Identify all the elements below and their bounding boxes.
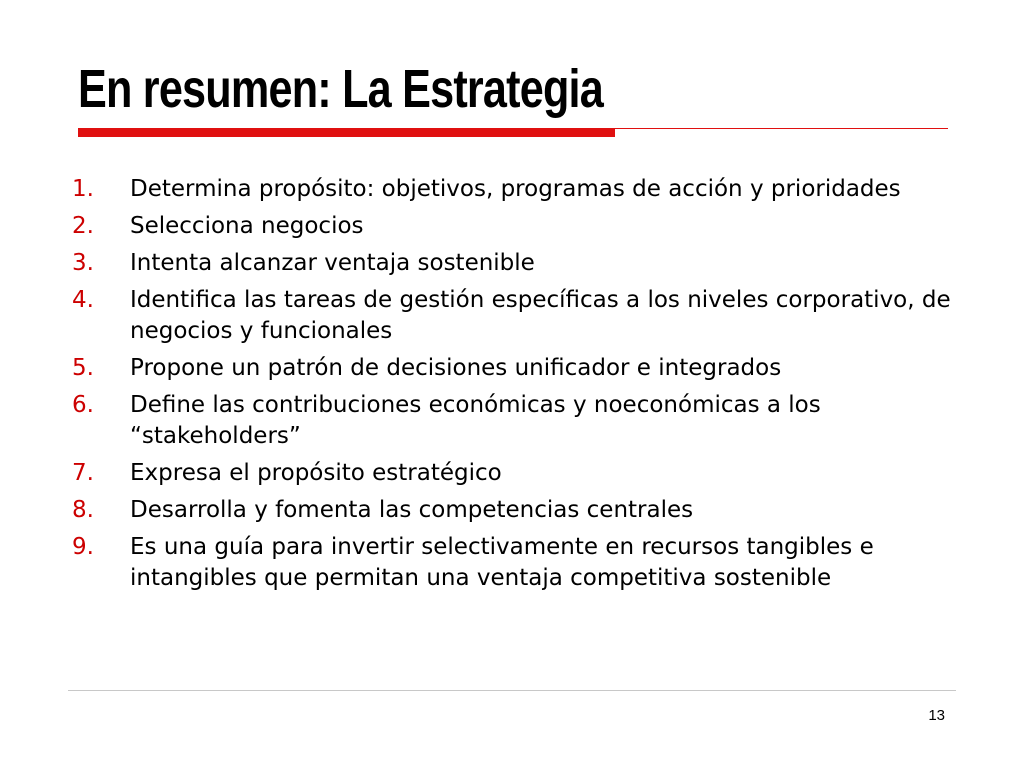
list-item-number: 5.	[72, 355, 94, 381]
list-item	[72, 211, 962, 242]
list-item-number: 7.	[72, 460, 94, 486]
title-underline-thick	[78, 128, 615, 137]
list-item-text: Expresa el propósito estratégico	[130, 460, 502, 486]
list-item	[72, 532, 962, 594]
list-item-number: 3.	[72, 250, 94, 276]
list-item-number: 2.	[72, 213, 94, 239]
list-item-text: Determina propósito: objetivos, programas de acción y prioridades	[130, 176, 901, 202]
list-item-text: Selecciona negocios	[130, 213, 364, 239]
list-item	[72, 248, 962, 279]
list-item	[72, 458, 962, 489]
footer-divider	[68, 690, 956, 691]
page-number: 13	[928, 707, 945, 724]
list-item-text: Identifica las tareas de gestión específicas a los niveles corporativo, de negocios y funcionales	[130, 287, 951, 344]
title-underline-thin	[615, 128, 948, 129]
list-item-text: Desarrolla y fomenta las competencias centrales	[130, 497, 694, 523]
numbered-list	[72, 174, 962, 600]
list-item	[72, 495, 962, 526]
list-item	[72, 174, 962, 205]
list-item-number: 1.	[72, 176, 94, 202]
list-item	[72, 390, 962, 452]
list-item-text: Define las contribuciones económicas y noeconómicas a los “stakeholders”	[130, 392, 821, 449]
list-item-number: 9.	[72, 534, 94, 560]
list-item	[72, 353, 962, 384]
list-item-number: 8.	[72, 497, 94, 523]
list-item	[72, 285, 962, 347]
list-item-number: 4.	[72, 287, 94, 313]
list-item-text: Intenta alcanzar ventaja sostenible	[130, 250, 535, 276]
list-item-number: 6.	[72, 392, 94, 418]
list-item-text: Es una guía para invertir selectivamente en recursos tangibles e intangibles que permitan una ventaja competitiva sostenible	[130, 534, 874, 591]
slide-title: En resumen: La Estrategia	[78, 59, 603, 119]
list-item-text: Propone un patrón de decisiones unificador e integrados	[130, 355, 782, 381]
